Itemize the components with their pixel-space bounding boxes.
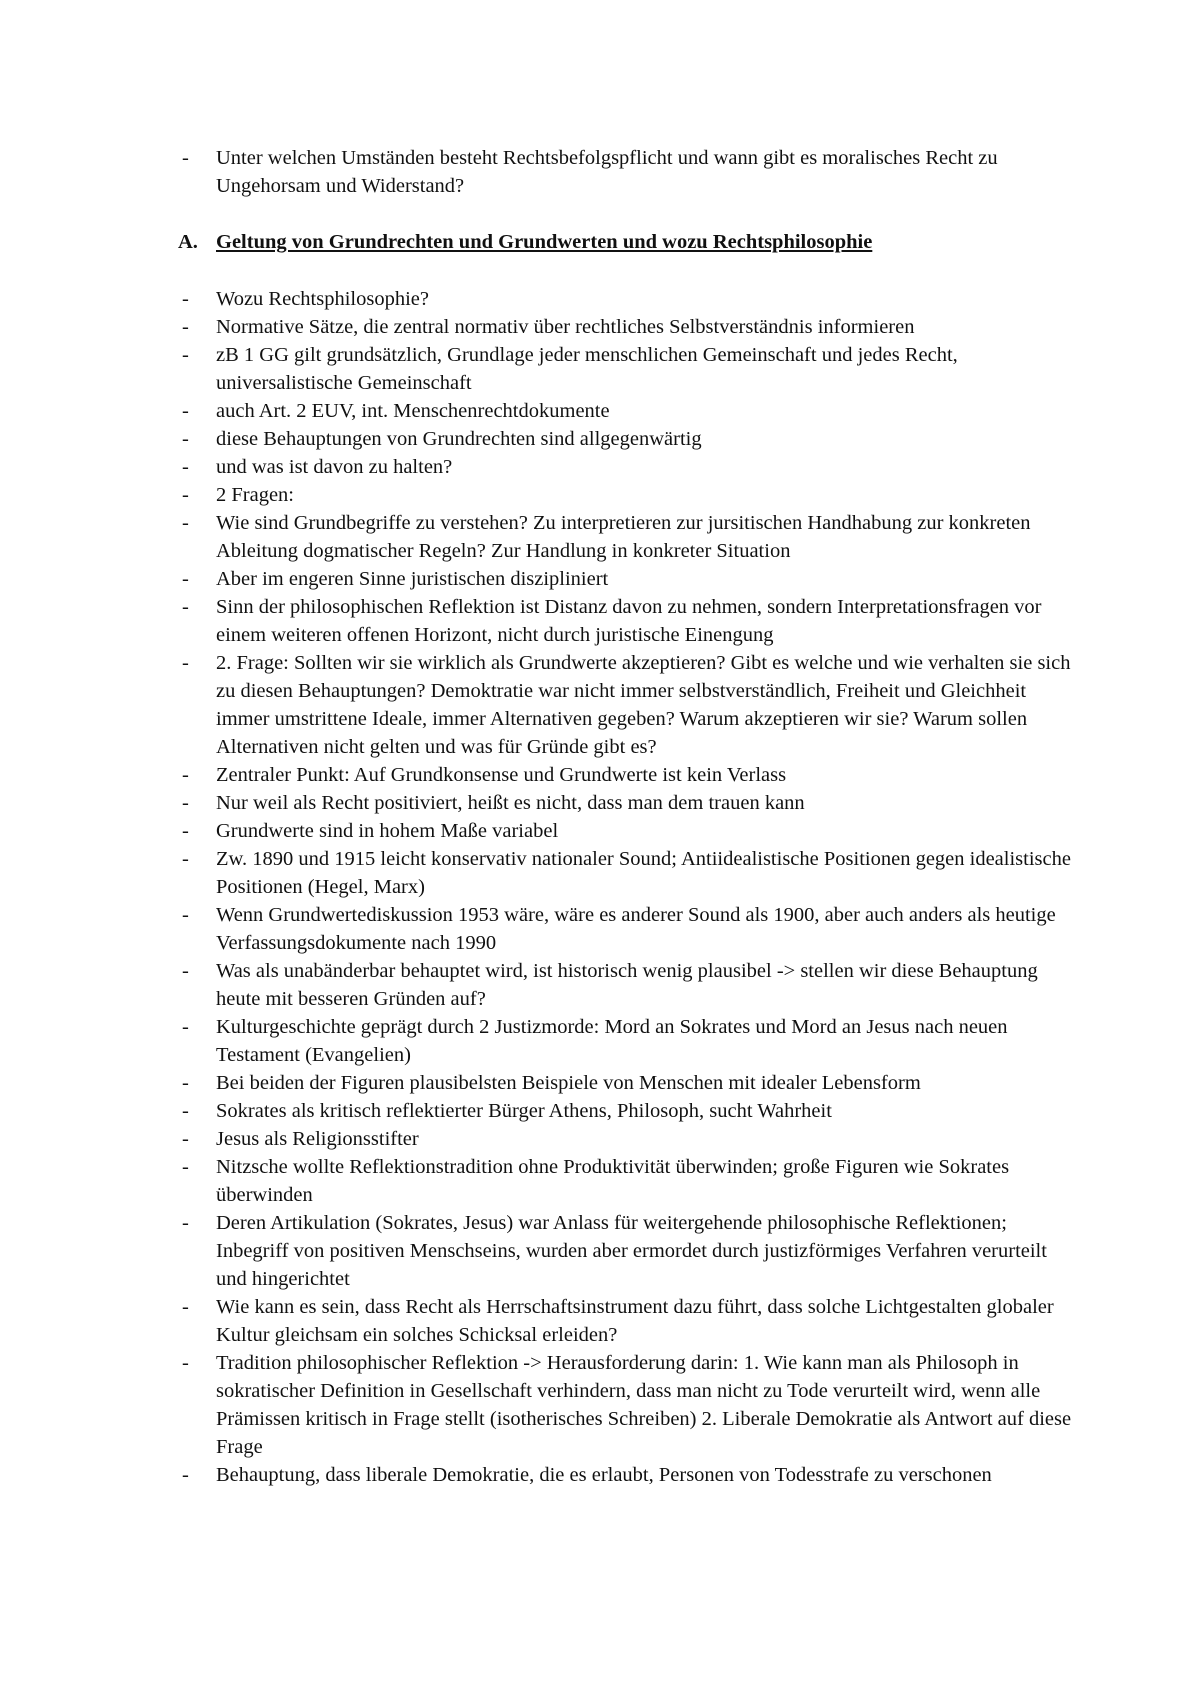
list-item-text: auch Art. 2 EUV, int. Menschenrechtdokumente bbox=[216, 400, 610, 422]
list-item-text: Jesus als Religionsstifter bbox=[216, 1128, 419, 1150]
section-heading bbox=[178, 228, 872, 256]
list-item bbox=[178, 313, 1078, 341]
list-item bbox=[178, 817, 1078, 845]
list-item-text: diese Behauptungen von Grundrechten sind allgegenwärtig bbox=[216, 428, 702, 450]
list-item bbox=[178, 789, 1078, 817]
bullet-dash: - bbox=[182, 1156, 189, 1178]
bullet-dash: - bbox=[182, 904, 189, 926]
bullet-dash: - bbox=[182, 792, 189, 814]
list-item-text: Wie sind Grundbegriffe zu verstehen? Zu interpretieren zur jursitischen Handhabung zur konkreten Ableitung dogmatischer Regeln? Zur Handlung in konkreter Situation bbox=[216, 512, 1031, 562]
bullet-dash: - bbox=[182, 820, 189, 842]
list-item bbox=[178, 1209, 1078, 1293]
list-item-text: Zw. 1890 und 1915 leicht konservativ nationaler Sound; Antiidealistische Positionen gegen idealistische Positionen (Hegel, Marx) bbox=[216, 848, 1071, 898]
list-item bbox=[178, 957, 1078, 1013]
list-item-text: Zentraler Punkt: Auf Grundkonsense und Grundwerte ist kein Verlass bbox=[216, 764, 787, 786]
bullet-dash: - bbox=[182, 484, 189, 506]
list-item-text: Nitzsche wollte Reflektionstradition ohne Produktivität überwinden; große Figuren wie Sokrates überwinden bbox=[216, 1156, 1010, 1206]
bullet-dash: - bbox=[182, 428, 189, 450]
list-item-text: Sinn der philosophischen Reflektion ist Distanz davon zu nehmen, sondern Interpretationsfragen vor einem weiteren offenen Horizont, nicht durch juristische Einengung bbox=[216, 596, 1042, 646]
list-item-text: zB 1 GG gilt grundsätzlich, Grundlage jeder menschlichen Gemeinschaft und jedes Recht, universalistische Gemeinschaft bbox=[216, 344, 958, 394]
bullet-dash: - bbox=[182, 512, 189, 534]
bullet-dash: - bbox=[182, 1072, 189, 1094]
list-item-text: Grundwerte sind in hohem Maße variabel bbox=[216, 820, 559, 842]
list-item-text: Sokrates als kritisch reflektierter Bürger Athens, Philosoph, sucht Wahrheit bbox=[216, 1100, 832, 1122]
list-item-text: Wenn Grundwertediskussion 1953 wäre, wäre es anderer Sound als 1900, aber auch anders als heutige Verfassungsdokumente nach 1990 bbox=[216, 904, 1056, 954]
list-item bbox=[178, 285, 1078, 313]
bullet-dash: - bbox=[182, 764, 189, 786]
intro-list bbox=[178, 144, 1078, 200]
list-item-text: Was als unabänderbar behauptet wird, ist historisch wenig plausibel -> stellen wir diese Behauptung heute mit besseren Gründen auf? bbox=[216, 960, 1038, 1010]
list-item-text: Unter welchen Umständen besteht Rechtsbefolgspflicht und wann gibt es moralisches Recht zu Ungehorsam und Widerstand? bbox=[216, 147, 998, 197]
section-letter: A. bbox=[178, 231, 198, 253]
list-item bbox=[178, 649, 1078, 761]
list-item-text: Aber im engeren Sinne juristischen diszipliniert bbox=[216, 568, 609, 590]
bullet-list bbox=[178, 285, 1078, 1489]
bullet-dash: - bbox=[182, 1128, 189, 1150]
list-item-text: 2. Frage: Sollten wir sie wirklich als Grundwerte akzeptieren? Gibt es welche und wie verhalten sie sich zu diesen Behauptungen? Demoktratie war nicht immer selbstverständlich, Freiheit und Gleichheit immer umstrittene Ideale, immer Alternativen gegeben? Warum akzeptieren wir sie? Warum sollen Alternativen nicht gelten und was für Gründe gibt es? bbox=[216, 652, 1071, 758]
bullet-dash: - bbox=[182, 1016, 189, 1038]
list-item bbox=[178, 845, 1078, 901]
list-item-text: Normative Sätze, die zentral normativ über rechtliches Selbstverständnis informieren bbox=[216, 316, 915, 338]
list-item bbox=[178, 1349, 1078, 1461]
bullet-dash: - bbox=[182, 316, 189, 338]
list-item bbox=[178, 1013, 1078, 1069]
bullet-dash: - bbox=[182, 596, 189, 618]
list-item bbox=[178, 425, 1078, 453]
list-item bbox=[178, 593, 1078, 649]
bullet-dash: - bbox=[182, 1296, 189, 1318]
list-item bbox=[178, 397, 1078, 425]
list-item bbox=[178, 565, 1078, 593]
bullet-dash: - bbox=[182, 848, 189, 870]
bullet-dash: - bbox=[182, 288, 189, 310]
list-item bbox=[178, 901, 1078, 957]
list-item bbox=[178, 1293, 1078, 1349]
list-item bbox=[178, 1125, 1078, 1153]
section-title: Geltung von Grundrechten und Grundwerten und wozu Rechtsphilosophie bbox=[216, 231, 873, 253]
list-item bbox=[178, 1153, 1078, 1209]
list-item-text: Nur weil als Recht positiviert, heißt es nicht, dass man dem trauen kann bbox=[216, 792, 805, 814]
list-item bbox=[178, 761, 1078, 789]
list-item bbox=[178, 1097, 1078, 1125]
list-item-text: Tradition philosophischer Reflektion -> Herausforderung darin: 1. Wie kann man als Philosoph in sokratischer Definition in Gesellschaft verhindern, dass man nicht zu Tode verurteilt wird, wenn alle Prämissen kritisch in Frage stellt (isotherisches Schreiben) 2. Liberale Demokratie als Antwort auf diese Frage bbox=[216, 1352, 1072, 1458]
bullet-dash: - bbox=[182, 1212, 189, 1234]
bullet-dash: - bbox=[182, 344, 189, 366]
bullet-dash: - bbox=[182, 568, 189, 590]
list-item-text: und was ist davon zu halten? bbox=[216, 456, 453, 478]
list-item bbox=[178, 509, 1078, 565]
list-item bbox=[178, 1461, 1078, 1489]
list-item-text: Wozu Rechtsphilosophie? bbox=[216, 288, 429, 310]
list-item-text: 2 Fragen: bbox=[216, 484, 294, 506]
bullet-dash: - bbox=[182, 1352, 189, 1374]
bullet-dash: - bbox=[182, 652, 189, 674]
bullet-dash: - bbox=[182, 1464, 189, 1486]
bullet-dash: - bbox=[182, 960, 189, 982]
list-item bbox=[178, 453, 1078, 481]
list-item bbox=[178, 144, 1078, 200]
list-item-text: Wie kann es sein, dass Recht als Herrschaftsinstrument dazu führt, dass solche Lichtgestalten globaler Kultur gleichsam ein solches Schicksal erleiden? bbox=[216, 1296, 1054, 1346]
bullet-dash: - bbox=[182, 1100, 189, 1122]
bullet-dash: - bbox=[182, 456, 189, 478]
list-item bbox=[178, 341, 1078, 397]
list-item-text: Bei beiden der Figuren plausibelsten Beispiele von Menschen mit idealer Lebensform bbox=[216, 1072, 921, 1094]
list-item-text: Behauptung, dass liberale Demokratie, die es erlaubt, Personen von Todesstrafe zu verschonen bbox=[216, 1464, 992, 1486]
list-item bbox=[178, 1069, 1078, 1097]
list-item-text: Deren Artikulation (Sokrates, Jesus) war Anlass für weitergehende philosophische Reflektionen; Inbegriff von positiven Menschseins, wurden aber ermordet durch justizförmiges Verfahren verurteilt und hingerichtet bbox=[216, 1212, 1047, 1290]
list-item bbox=[178, 481, 1078, 509]
bullet-dash: - bbox=[182, 400, 189, 422]
list-item-text: Kulturgeschichte geprägt durch 2 Justizmorde: Mord an Sokrates und Mord an Jesus nach neuen Testament (Evangelien) bbox=[216, 1016, 1008, 1066]
bullet-dash: - bbox=[182, 147, 189, 169]
